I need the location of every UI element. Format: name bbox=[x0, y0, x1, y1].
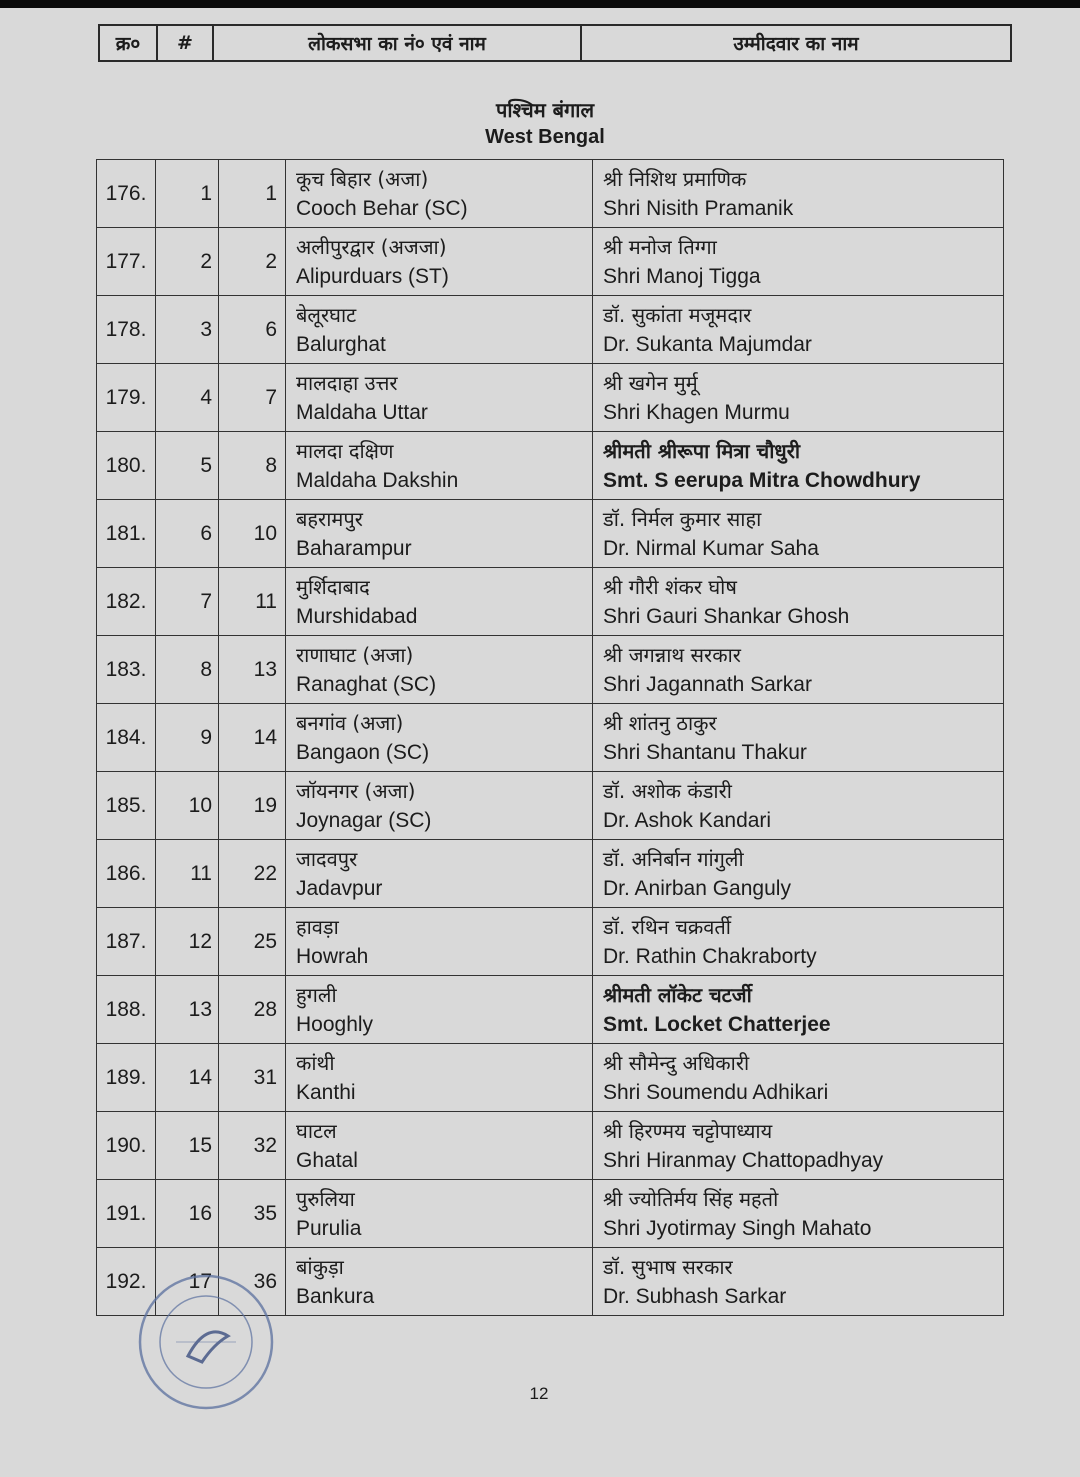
constituency-name-english: Bangaon (SC) bbox=[296, 740, 430, 764]
constituency-name-hindi: बांकुड़ा bbox=[296, 1254, 344, 1279]
candidate-name-hindi: श्रीमती श्रीरूपा मित्रा चौधुरी bbox=[603, 438, 801, 463]
candidate-name-hindi: श्री निशिथ प्रमाणिक bbox=[603, 166, 747, 191]
candidate-name-english: Dr. Nirmal Kumar Saha bbox=[603, 536, 819, 560]
candidate-name-english: Dr. Subhash Sarkar bbox=[603, 1284, 787, 1308]
state-index: 3 bbox=[156, 296, 219, 364]
candidate-cell bbox=[593, 228, 1004, 296]
candidate-name-english: Dr. Sukanta Majumdar bbox=[603, 332, 812, 356]
serial-number: 182. bbox=[97, 568, 156, 636]
party-seal-icon bbox=[136, 1272, 276, 1412]
constituency-number: 2 bbox=[219, 228, 286, 296]
table-row bbox=[97, 636, 1004, 704]
candidate-cell bbox=[593, 160, 1004, 228]
candidate-name-hindi: श्री सौमेन्दु अधिकारी bbox=[603, 1050, 750, 1075]
state-index: 4 bbox=[156, 364, 219, 432]
candidate-name-hindi: श्री ज्योतिर्मय सिंह महतो bbox=[603, 1186, 779, 1211]
candidate-cell bbox=[593, 500, 1004, 568]
candidate-cell bbox=[593, 976, 1004, 1044]
candidate-cell bbox=[593, 772, 1004, 840]
constituency-cell bbox=[286, 908, 593, 976]
constituency-name-hindi: बनगांव (अजा) bbox=[296, 710, 404, 735]
constituency-number: 13 bbox=[219, 636, 286, 704]
constituency-name-english: Alipurduars (ST) bbox=[296, 264, 449, 288]
constituency-cell bbox=[286, 772, 593, 840]
table-row bbox=[97, 772, 1004, 840]
candidate-name-hindi: श्रीमती लॉकेट चटर्जी bbox=[603, 982, 752, 1007]
constituency-number: 25 bbox=[219, 908, 286, 976]
constituency-name-hindi: कूच बिहार (अजा) bbox=[296, 166, 429, 191]
state-index: 10 bbox=[156, 772, 219, 840]
constituency-number: 6 bbox=[219, 296, 286, 364]
constituency-name-hindi: मुर्शिदाबाद bbox=[296, 574, 370, 599]
candidate-name-english: Smt. Locket Chatterjee bbox=[603, 1012, 831, 1036]
candidate-cell bbox=[593, 1044, 1004, 1112]
candidate-name-hindi: श्री जगन्नाथ सरकार bbox=[603, 642, 741, 667]
table-row bbox=[97, 568, 1004, 636]
constituency-name-hindi: हावड़ा bbox=[296, 914, 339, 939]
candidate-name-hindi: श्री शांतनु ठाकुर bbox=[603, 710, 717, 735]
constituency-cell bbox=[286, 1112, 593, 1180]
constituency-number: 8 bbox=[219, 432, 286, 500]
table-row bbox=[97, 840, 1004, 908]
constituency-cell bbox=[286, 1180, 593, 1248]
state-index: 5 bbox=[156, 432, 219, 500]
state-index: 12 bbox=[156, 908, 219, 976]
serial-number: 189. bbox=[97, 1044, 156, 1112]
candidate-name-hindi: डॉ. सुकांता मजूमदार bbox=[603, 302, 752, 327]
state-index: 16 bbox=[156, 1180, 219, 1248]
candidate-cell bbox=[593, 636, 1004, 704]
constituency-name-hindi: अलीपुरद्वार (अजजा) bbox=[296, 234, 447, 259]
constituency-number: 11 bbox=[219, 568, 286, 636]
constituency-cell bbox=[286, 296, 593, 364]
constituency-name-hindi: बहरामपुर bbox=[296, 506, 363, 531]
state-index: 13 bbox=[156, 976, 219, 1044]
constituency-name-english: Kanthi bbox=[296, 1080, 356, 1104]
constituency-name-hindi: पुरुलिया bbox=[296, 1186, 355, 1211]
constituency-name-hindi: जादवपुर bbox=[296, 846, 358, 871]
candidate-name-english: Shri Khagen Murmu bbox=[603, 400, 790, 424]
constituency-number: 1 bbox=[219, 160, 286, 228]
candidate-name-english: Shri Soumendu Adhikari bbox=[603, 1080, 829, 1104]
constituency-cell bbox=[286, 364, 593, 432]
constituency-name-english: Balurghat bbox=[296, 332, 386, 356]
serial-number: 188. bbox=[97, 976, 156, 1044]
constituency-cell bbox=[286, 976, 593, 1044]
table-row bbox=[97, 976, 1004, 1044]
candidate-cell bbox=[593, 840, 1004, 908]
constituency-name-english: Murshidabad bbox=[296, 604, 418, 628]
constituency-number: 14 bbox=[219, 704, 286, 772]
state-index: 7 bbox=[156, 568, 219, 636]
candidate-name-english: Smt. S eerupa Mitra Chowdhury bbox=[603, 468, 921, 492]
page-number: 12 bbox=[529, 1384, 549, 1403]
state-title-hindi: पश्चिम बंगाल bbox=[495, 98, 595, 122]
candidate-cell bbox=[593, 568, 1004, 636]
header-hash: # bbox=[157, 25, 213, 61]
top-border-bar bbox=[0, 0, 1080, 8]
candidate-name-hindi: डॉ. अनिर्बान गांगुली bbox=[603, 846, 744, 871]
table-row bbox=[97, 908, 1004, 976]
constituency-name-hindi: जॉयनगर (अजा) bbox=[296, 778, 416, 803]
serial-number: 180. bbox=[97, 432, 156, 500]
header-candidate: उम्मीदवार का नाम bbox=[581, 25, 1011, 61]
table-row bbox=[97, 1180, 1004, 1248]
table-row bbox=[97, 296, 1004, 364]
constituency-cell bbox=[286, 432, 593, 500]
constituency-number: 31 bbox=[219, 1044, 286, 1112]
constituency-name-english: Maldaha Uttar bbox=[296, 400, 428, 424]
candidate-name-english: Shri Shantanu Thakur bbox=[603, 740, 807, 764]
serial-number: 185. bbox=[97, 772, 156, 840]
constituency-name-english: Howrah bbox=[296, 944, 369, 968]
constituency-name-english: Joynagar (SC) bbox=[296, 808, 432, 832]
table-row bbox=[97, 364, 1004, 432]
constituency-name-english: Purulia bbox=[296, 1216, 362, 1240]
state-index: 8 bbox=[156, 636, 219, 704]
constituency-number: 35 bbox=[219, 1180, 286, 1248]
constituency-name-hindi: राणाघाट (अजा) bbox=[296, 642, 414, 667]
candidate-name-hindi: डॉ. अशोक कंडारी bbox=[603, 778, 732, 803]
serial-number: 179. bbox=[97, 364, 156, 432]
candidate-name-hindi: श्री मनोज तिग्गा bbox=[603, 234, 717, 259]
constituency-cell bbox=[286, 636, 593, 704]
candidate-name-hindi: श्री खगेन मुर्मू bbox=[603, 370, 698, 395]
constituency-cell bbox=[286, 1248, 593, 1316]
serial-number: 187. bbox=[97, 908, 156, 976]
candidate-name-hindi: डॉ. सुभाष सरकार bbox=[603, 1254, 733, 1279]
table-row bbox=[97, 500, 1004, 568]
constituency-cell bbox=[286, 160, 593, 228]
candidate-name-english: Shri Nisith Pramanik bbox=[603, 196, 794, 220]
candidate-name-hindi: श्री हिरण्मय चट्टोपाध्याय bbox=[603, 1118, 773, 1143]
constituency-cell bbox=[286, 840, 593, 908]
constituency-name-hindi: बेलूरघाट bbox=[296, 302, 357, 327]
state-title-english: West Bengal bbox=[485, 126, 605, 148]
candidate-cell bbox=[593, 1180, 1004, 1248]
header-constituency: लोकसभा का नं० एवं नाम bbox=[213, 25, 581, 61]
candidate-cell bbox=[593, 704, 1004, 772]
state-index: 11 bbox=[156, 840, 219, 908]
constituency-cell bbox=[286, 228, 593, 296]
constituency-name-hindi: मालदा दक्षिण bbox=[296, 438, 394, 463]
candidate-name-english: Dr. Anirban Ganguly bbox=[603, 876, 791, 900]
serial-number: 192. bbox=[97, 1248, 156, 1316]
constituency-number: 32 bbox=[219, 1112, 286, 1180]
candidate-cell bbox=[593, 908, 1004, 976]
constituency-number: 7 bbox=[219, 364, 286, 432]
table-row bbox=[97, 1044, 1004, 1112]
constituency-number: 19 bbox=[219, 772, 286, 840]
constituency-name-english: Hooghly bbox=[296, 1012, 374, 1036]
constituency-name-english: Jadavpur bbox=[296, 876, 383, 900]
serial-number: 186. bbox=[97, 840, 156, 908]
serial-number: 183. bbox=[97, 636, 156, 704]
candidate-cell bbox=[593, 432, 1004, 500]
constituency-name-hindi: मालदाहा उत्तर bbox=[296, 370, 398, 395]
serial-number: 184. bbox=[97, 704, 156, 772]
state-index: 2 bbox=[156, 228, 219, 296]
candidate-name-english: Dr. Ashok Kandari bbox=[603, 808, 772, 832]
serial-number: 176. bbox=[97, 160, 156, 228]
state-index: 1 bbox=[156, 160, 219, 228]
constituency-number: 28 bbox=[219, 976, 286, 1044]
candidate-table bbox=[96, 159, 1004, 1316]
candidate-name-english: Shri Manoj Tigga bbox=[603, 264, 761, 288]
constituency-number: 22 bbox=[219, 840, 286, 908]
constituency-cell bbox=[286, 704, 593, 772]
state-index: 15 bbox=[156, 1112, 219, 1180]
serial-number: 181. bbox=[97, 500, 156, 568]
serial-number: 190. bbox=[97, 1112, 156, 1180]
constituency-number: 36 bbox=[219, 1248, 286, 1316]
constituency-name-english: Ranaghat (SC) bbox=[296, 672, 437, 696]
table-row bbox=[97, 704, 1004, 772]
constituency-cell bbox=[286, 500, 593, 568]
candidate-name-english: Shri Gauri Shankar Ghosh bbox=[603, 604, 850, 628]
serial-number: 178. bbox=[97, 296, 156, 364]
state-index: 17 bbox=[156, 1248, 219, 1316]
table-row bbox=[97, 1112, 1004, 1180]
candidate-name-english: Shri Jyotirmay Singh Mahato bbox=[603, 1216, 872, 1240]
constituency-name-hindi: घाटल bbox=[296, 1118, 337, 1143]
serial-number: 177. bbox=[97, 228, 156, 296]
constituency-name-english: Baharampur bbox=[296, 536, 412, 560]
column-header-table bbox=[98, 24, 1012, 62]
table-row bbox=[97, 228, 1004, 296]
candidate-cell bbox=[593, 296, 1004, 364]
constituency-name-english: Bankura bbox=[296, 1284, 375, 1308]
constituency-name-hindi: कांथी bbox=[296, 1050, 335, 1075]
candidate-name-hindi: श्री गौरी शंकर घोष bbox=[603, 574, 737, 599]
constituency-cell bbox=[286, 1044, 593, 1112]
table-row bbox=[97, 160, 1004, 228]
candidate-name-hindi: डॉ. रथिन चक्रवर्ती bbox=[603, 914, 731, 939]
constituency-number: 10 bbox=[219, 500, 286, 568]
candidate-cell bbox=[593, 1248, 1004, 1316]
state-index: 14 bbox=[156, 1044, 219, 1112]
constituency-name-english: Maldaha Dakshin bbox=[296, 468, 459, 492]
candidate-cell bbox=[593, 364, 1004, 432]
candidate-cell bbox=[593, 1112, 1004, 1180]
constituency-name-english: Ghatal bbox=[296, 1148, 358, 1172]
header-serial: क्र० bbox=[99, 25, 157, 61]
candidate-name-english: Dr. Rathin Chakraborty bbox=[603, 944, 817, 968]
state-index: 9 bbox=[156, 704, 219, 772]
constituency-name-english: Cooch Behar (SC) bbox=[296, 196, 468, 220]
constituency-name-hindi: हुगली bbox=[296, 982, 337, 1007]
candidate-name-hindi: डॉ. निर्मल कुमार साहा bbox=[603, 506, 762, 531]
candidate-name-english: Shri Hiranmay Chattopadhyay bbox=[603, 1148, 884, 1172]
constituency-cell bbox=[286, 568, 593, 636]
table-row bbox=[97, 432, 1004, 500]
state-index: 6 bbox=[156, 500, 219, 568]
serial-number: 191. bbox=[97, 1180, 156, 1248]
candidate-name-english: Shri Jagannath Sarkar bbox=[603, 672, 812, 696]
